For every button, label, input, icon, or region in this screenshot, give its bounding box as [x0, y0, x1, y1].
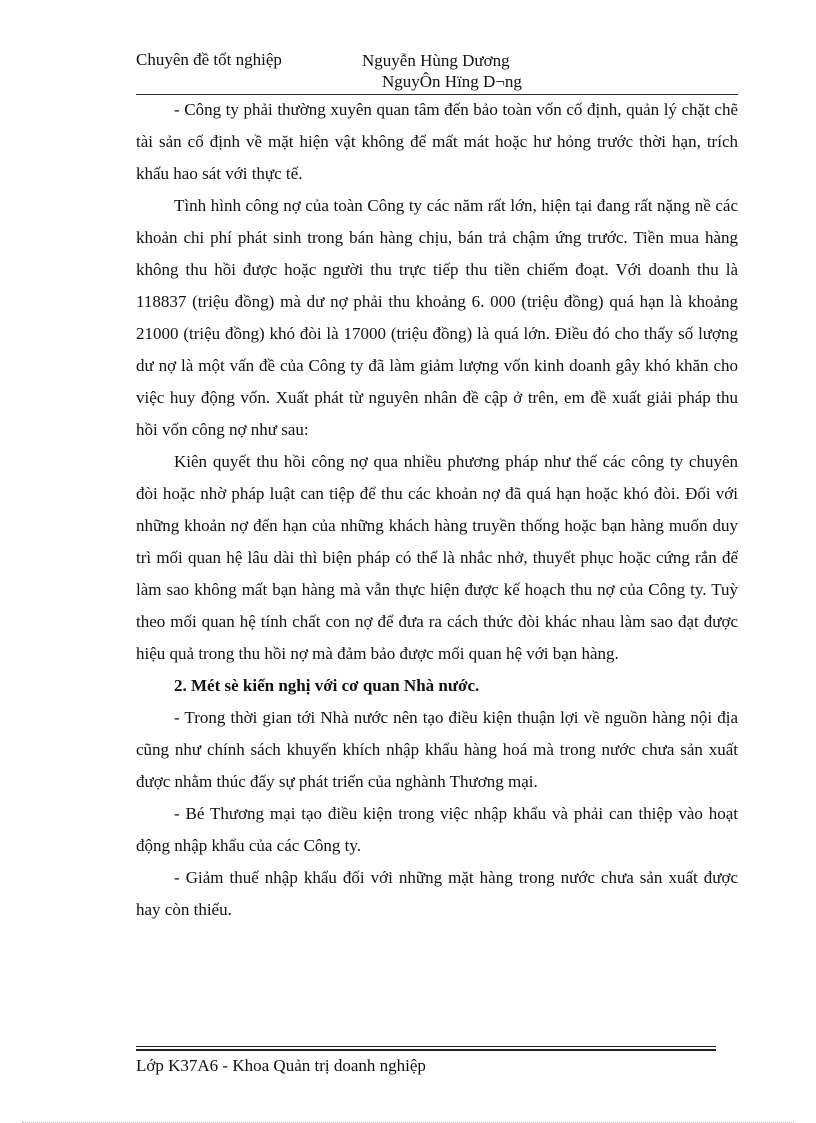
footer-rule-thick [136, 1049, 716, 1051]
header-author-name: Nguyễn Hùng Dương [362, 51, 510, 70]
header-author-garbled: NguyÔn Hïng D¬ng [382, 72, 522, 91]
paragraph: Tình hình công nợ của toàn Công ty các năm rất lớn, hiện tại đang rất nặng nề các khoản chi phí phát sinh trong bán hàng chịu, bán trả chậm ứng trước. Tiền mua hàng không thu hồi được hoặc người thu trực tiếp thu tiền chiếm đoạt. Với doanh thu là 118837 (triệu đồng) mà dư nợ phải thu khoảng 6. 000 (triệu đồng) quá hạn là khoảng 21000 (triệu đồng) khó đòi là 17000 (triệu đồng) là quá lớn. Điều đó cho thấy số lượng dư nợ là một vấn đề của Công ty đã làm giảm lượng vốn kinh doanh gây khó khăn cho việc huy động vốn. Xuất phát từ nguyên nhân đề cập ở trên, em đề xuất giải pháp thu hồi vốn công nợ như sau: [136, 196, 738, 439]
paragraph: - Giảm thuế nhập khẩu đối với những mặt hàng trong nước chưa sản xuất được hay còn thiếu. [136, 868, 738, 919]
paragraph: - Công ty phải thường xuyên quan tâm đến bảo toàn vốn cố định, quản lý chặt chẽ tài sản cố định về mặt hiện vật không để mất mát hoặc hư hỏng trước thời hạn, trích khấu hao sát với thực tế. [136, 100, 738, 183]
header-title: Chuyên đề tốt nghiệp [136, 50, 282, 69]
paragraph: Kiên quyết thu hồi công nợ qua nhiều phương pháp như thế các công ty chuyên đòi hoặc nhờ pháp luật can tiệp để thu các khoản nợ đã quá hạn hoặc khó đòi. Đối với những khoản nợ đến hạn của những khách hàng truyền thống hoặc bạn hàng muốn duy trì mối quan hệ lâu dài thì biện pháp có thể là nhắc nhở, thuyết phục hoặc cứng rắn để làm sao không mất bạn hàng mà vẫn thực hiện được kế hoạch thu nợ của Công ty. Tuỳ theo mối quan hệ tính chất con nợ để đưa ra cách thức đòi khác nhau làm sao đạt được hiệu quả trong thu hồi nợ mà đảm bảo được mối quan hệ với bạn hàng. [136, 452, 738, 663]
paragraph: - Trong thời gian tới Nhà nước nên tạo điều kiện thuận lợi về nguồn hàng nội địa cũng như chính sách khuyến khích nhập khẩu hàng hoá mà trong nước chưa sản xuất được nhằm thúc đẩy sự phát triển của nghành Thương mại. [136, 708, 738, 791]
footer-text: Lớp K37A6 - Khoa Quản trị doanh nghiệp [136, 1056, 426, 1075]
document-body [136, 94, 738, 926]
section-heading: 2. Mét sè kiến nghị với cơ quan Nhà nước. [174, 676, 480, 695]
paragraph: - Bé Thương mại tạo điều kiện trong việc nhập khẩu và phải can thiệp vào hoạt động nhập khẩu của các Công ty. [136, 804, 738, 855]
footer-rule [136, 1046, 716, 1047]
header-author [362, 50, 522, 92]
